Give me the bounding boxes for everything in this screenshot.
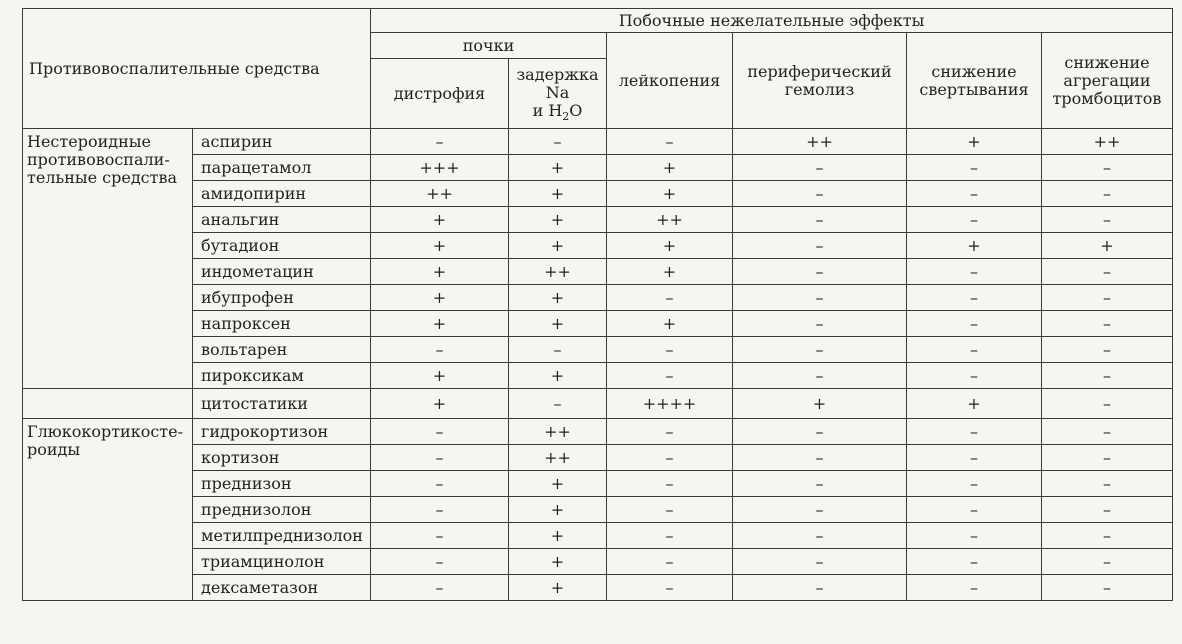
effect-value-cell: ++	[733, 129, 907, 155]
effect-value-cell: –	[607, 575, 733, 601]
effect-value-cell: +	[509, 311, 607, 337]
drug-group-name-line: противовоспали-	[27, 150, 170, 169]
effect-value-cell: +	[509, 363, 607, 389]
effect-value-cell: +	[509, 523, 607, 549]
effect-value-cell: –	[371, 471, 509, 497]
header-coagulation-line2: свертывания	[919, 79, 1029, 99]
effect-value-cell: –	[1042, 181, 1173, 207]
effect-value-cell: –	[907, 207, 1042, 233]
table-row	[23, 155, 1173, 181]
table-body	[23, 129, 1173, 601]
table-row	[23, 129, 1173, 155]
effect-value-cell: –	[733, 181, 907, 207]
effect-value-cell: –	[907, 523, 1042, 549]
effect-value-cell: +	[371, 285, 509, 311]
effect-value-cell: –	[371, 523, 509, 549]
table-row	[23, 549, 1173, 575]
effect-value-cell: +	[371, 389, 509, 419]
table-row	[23, 233, 1173, 259]
effect-value-cell: +	[371, 311, 509, 337]
effect-value-cell: +	[509, 207, 607, 233]
effect-value-cell: –	[907, 259, 1042, 285]
effect-value-cell: +	[1042, 233, 1173, 259]
effect-value-cell: +	[607, 155, 733, 181]
table-row	[23, 497, 1173, 523]
drug-name-cell: пироксикам	[193, 363, 371, 389]
effect-value-cell: ++++	[607, 389, 733, 419]
effect-value-cell: +	[733, 389, 907, 419]
effect-value-cell: –	[907, 311, 1042, 337]
table-row	[23, 419, 1173, 445]
drug-name-cell: ибупрофен	[193, 285, 371, 311]
effect-value-cell: +	[509, 549, 607, 575]
effect-value-cell: +	[509, 233, 607, 259]
effect-value-cell: –	[733, 445, 907, 471]
effect-value-cell: –	[733, 471, 907, 497]
effect-value-cell: –	[733, 259, 907, 285]
effect-value-cell: +	[607, 181, 733, 207]
effect-value-cell: +	[371, 363, 509, 389]
effect-value-cell: ++	[607, 207, 733, 233]
effect-value-cell: +	[509, 285, 607, 311]
effect-value-cell: –	[607, 497, 733, 523]
drug-name-cell: дексаметазон	[193, 575, 371, 601]
drug-name-cell: анальгин	[193, 207, 371, 233]
header-hemolysis-line1: периферический	[747, 61, 892, 81]
table-row	[23, 337, 1173, 363]
effect-value-cell: –	[1042, 471, 1173, 497]
effect-value-cell: –	[907, 155, 1042, 181]
effect-value-cell: –	[371, 575, 509, 601]
effect-value-cell: –	[1042, 575, 1173, 601]
effect-value-cell: –	[907, 471, 1042, 497]
table-row	[23, 389, 1173, 419]
table-row	[23, 259, 1173, 285]
effect-value-cell: –	[733, 155, 907, 181]
effect-value-cell: –	[733, 311, 907, 337]
effect-value-cell: –	[907, 497, 1042, 523]
drug-group-cell	[23, 129, 193, 389]
effect-value-cell: –	[733, 497, 907, 523]
header-hemolysis	[733, 33, 907, 129]
table-row	[23, 523, 1173, 549]
drug-name-cell: парацетамол	[193, 155, 371, 181]
effect-value-cell: –	[907, 445, 1042, 471]
drug-name-cell: амидопирин	[193, 181, 371, 207]
effect-value-cell: +	[371, 259, 509, 285]
header-na-line3	[532, 100, 583, 123]
header-drug-class: Противовоспалительные средства	[23, 9, 371, 129]
effect-value-cell: –	[371, 337, 509, 363]
drug-group-name-line: Нестероидные	[27, 132, 151, 151]
effect-value-cell: –	[1042, 155, 1173, 181]
header-leukopenia: лейкопения	[607, 33, 733, 129]
effect-value-cell: –	[907, 337, 1042, 363]
drug-name-cell: преднизолон	[193, 497, 371, 523]
drug-name-cell: аспирин	[193, 129, 371, 155]
header-na-line3-text: и H	[532, 100, 563, 120]
header-coagulation	[907, 33, 1042, 129]
header-na-retention	[509, 59, 607, 129]
effect-value-cell: –	[1042, 497, 1173, 523]
effect-value-cell: –	[907, 575, 1042, 601]
table-row	[23, 207, 1173, 233]
header-na-line2: Na	[545, 82, 570, 102]
effect-value-cell: +	[509, 181, 607, 207]
effect-value-cell: –	[1042, 207, 1173, 233]
effect-value-cell: –	[1042, 419, 1173, 445]
header-side-effects: Побочные нежелательные эффекты	[371, 9, 1173, 33]
effect-value-cell: –	[607, 419, 733, 445]
effect-value-cell: +	[509, 471, 607, 497]
effect-value-cell: +	[907, 129, 1042, 155]
drug-group-cell	[23, 389, 193, 419]
drug-name-cell: напроксен	[193, 311, 371, 337]
effect-value-cell: +	[607, 233, 733, 259]
table-row	[23, 363, 1173, 389]
effect-value-cell: –	[907, 285, 1042, 311]
effect-value-cell: –	[371, 497, 509, 523]
effect-value-cell: ++	[509, 445, 607, 471]
side-effects-table	[22, 8, 1173, 601]
effect-value-cell: ++	[1042, 129, 1173, 155]
effect-value-cell: –	[607, 337, 733, 363]
effect-value-cell: +	[371, 207, 509, 233]
effect-value-cell: –	[1042, 311, 1173, 337]
table-row	[23, 575, 1173, 601]
effect-value-cell: –	[371, 129, 509, 155]
header-aggregation-line2: агрегации	[1063, 70, 1151, 90]
effect-value-cell: –	[733, 363, 907, 389]
effect-value-cell: –	[907, 181, 1042, 207]
effect-value-cell: –	[1042, 363, 1173, 389]
effect-value-cell: –	[1042, 445, 1173, 471]
header-aggregation	[1042, 33, 1173, 129]
effect-value-cell: –	[733, 285, 907, 311]
effect-value-cell: –	[907, 363, 1042, 389]
drug-name-cell: индометацин	[193, 259, 371, 285]
effect-value-cell: +++	[371, 155, 509, 181]
drug-name-cell: кортизон	[193, 445, 371, 471]
effect-value-cell: +	[509, 575, 607, 601]
effect-value-cell: –	[607, 129, 733, 155]
effect-value-cell: –	[607, 523, 733, 549]
effect-value-cell: +	[907, 233, 1042, 259]
drug-group-name-line: Глюкокортикосте-	[27, 422, 184, 441]
effect-value-cell: –	[371, 549, 509, 575]
effect-value-cell: –	[907, 549, 1042, 575]
effect-value-cell: –	[1042, 523, 1173, 549]
effect-value-cell: –	[607, 445, 733, 471]
effect-value-cell: +	[509, 155, 607, 181]
effect-value-cell: –	[509, 389, 607, 419]
effect-value-cell: –	[1042, 259, 1173, 285]
effect-value-cell: –	[509, 337, 607, 363]
effect-value-cell: –	[1042, 389, 1173, 419]
header-na-line1: задержка	[516, 64, 599, 84]
effect-value-cell: –	[607, 363, 733, 389]
drug-name-cell: бутадион	[193, 233, 371, 259]
effect-value-cell: +	[607, 259, 733, 285]
effect-value-cell: –	[733, 575, 907, 601]
header-dystrophy: дистрофия	[371, 59, 509, 129]
header-coagulation-line1: снижение	[931, 61, 1017, 81]
effect-value-cell: ++	[509, 419, 607, 445]
effect-value-cell: –	[607, 549, 733, 575]
effect-value-cell: –	[607, 471, 733, 497]
effect-value-cell: +	[607, 311, 733, 337]
effect-value-cell: –	[1042, 285, 1173, 311]
effect-value-cell: –	[371, 445, 509, 471]
table-row	[23, 311, 1173, 337]
effect-value-cell: +	[371, 233, 509, 259]
table-row	[23, 471, 1173, 497]
header-aggregation-line1: снижение	[1064, 52, 1150, 72]
drug-name-cell: вольтарен	[193, 337, 371, 363]
header-hemolysis-line2: гемолиз	[784, 79, 855, 99]
effect-value-cell: –	[509, 129, 607, 155]
header-na-line3-subscript: 2	[562, 109, 570, 123]
effect-value-cell: –	[733, 337, 907, 363]
effect-value-cell: +	[907, 389, 1042, 419]
drug-name-cell: метилпреднизолон	[193, 523, 371, 549]
effect-value-cell: –	[907, 419, 1042, 445]
effect-value-cell: –	[1042, 549, 1173, 575]
effect-value-cell: ++	[371, 181, 509, 207]
effect-value-cell: –	[1042, 337, 1173, 363]
effect-value-cell: –	[371, 419, 509, 445]
table-row	[23, 181, 1173, 207]
effect-value-cell: ++	[509, 259, 607, 285]
table-row	[23, 445, 1173, 471]
header-kidneys: почки	[371, 33, 607, 59]
effect-value-cell: –	[733, 419, 907, 445]
drug-name-cell: триамцинолон	[193, 549, 371, 575]
drug-group-name-line: роиды	[27, 440, 81, 459]
drug-name-cell: цитостатики	[193, 389, 371, 419]
table-row	[23, 285, 1173, 311]
header-aggregation-line3: тромбоцитов	[1052, 88, 1162, 108]
effect-value-cell: –	[607, 285, 733, 311]
effect-value-cell: –	[733, 233, 907, 259]
drug-group-name-line: тельные средства	[27, 168, 178, 187]
effect-value-cell: +	[509, 497, 607, 523]
header-na-line3-tail: O	[569, 100, 583, 120]
drug-name-cell: преднизон	[193, 471, 371, 497]
effect-value-cell: –	[733, 207, 907, 233]
effect-value-cell: –	[733, 523, 907, 549]
drug-group-cell	[23, 419, 193, 601]
drug-name-cell: гидрокортизон	[193, 419, 371, 445]
effect-value-cell: –	[733, 549, 907, 575]
